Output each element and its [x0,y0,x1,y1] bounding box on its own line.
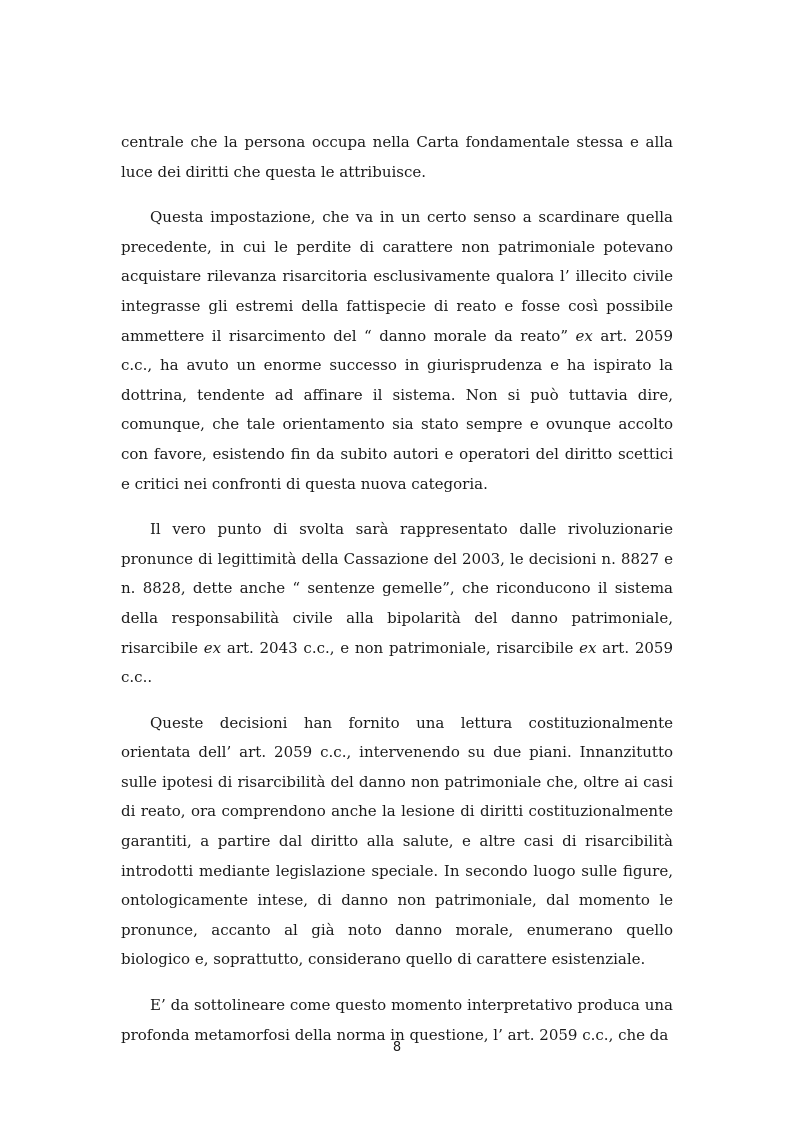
text-segment: E’ da sottolineare come questo momento interpretativo produca una profonda metamorfosi della norma in questione, l’ art. 2059 c.c., che da [121,996,673,1044]
italic-text: ex [579,638,597,657]
text-segment: centrale che la persona occupa nella Carta fondamentale stessa e alla luce dei diritti che questa le attribuisce. [121,133,673,181]
paragraph [121,128,673,187]
paragraph [121,709,673,975]
text-segment: art. 2059 c.c.. [121,638,673,687]
italic-text: ex [203,638,222,657]
page-number: 8 [392,1040,402,1055]
paragraph [121,203,673,499]
page-body [121,128,673,1066]
text-segment: Queste decisioni han fornito una lettura costituzionalmente orientata dell’ art. 2059 c.c., intervenendo su due piani. Innanzitutto sulle ipotesi di risarcibilità del danno non patrimoniale che, oltre ai casi di reato, ora comprendono anche la lesione di diritti costituzionalmente garantiti, a partire dal diritto alla salute, e altre casi di risarcibilità introdotti mediante legislazione speciale. In secondo luogo sulle figure, ontologicamente intese, di danno non patrimoniale, dal momento le pronunce, accanto al già noto danno morale, enumerano quello biologico e, soprattutto, considerano quello di carattere esistenziale. [121,713,673,969]
text-segment: Questa impostazione, che va in un certo senso a scardinare quella precedente, in cui le perdite di carattere non patrimoniale potevano acquistare rilevanza risarcitoria esclusivamente qualora l’ illecito civile integrasse gli estremi della fattispecie di reato e fosse così possibile ammettere il risarcimento del “ danno morale da reato” [121,208,673,345]
paragraph [121,515,673,693]
text-segment: art. 2043 c.c., e non patrimoniale, risarcibile [221,638,580,657]
text-segment: art. 2059 c.c., ha avuto un enorme successo in giurisprudenza e ha ispirato la dottrina, tendente ad affinare il sistema. Non si può tuttavia dire, comunque, che tale orientamento sia stato sempre e ovunque accolto con favore, esistendo fin da subito autori e operatori del diritto scettici e critici nei confronti di questa nuova categoria. [121,326,673,493]
text-segment: Il vero punto di svolta sarà rappresentato dalle rivoluzionarie pronunce di legittimità della Cassazione del 2003, le decisioni n. 8827 e n. 8828, dette anche “ sentenze gemelle”, che riconducono il sistema della responsabilità civile alla bipolarità del danno patrimoniale, risarcibile [121,520,673,657]
italic-text: ex [575,326,593,345]
